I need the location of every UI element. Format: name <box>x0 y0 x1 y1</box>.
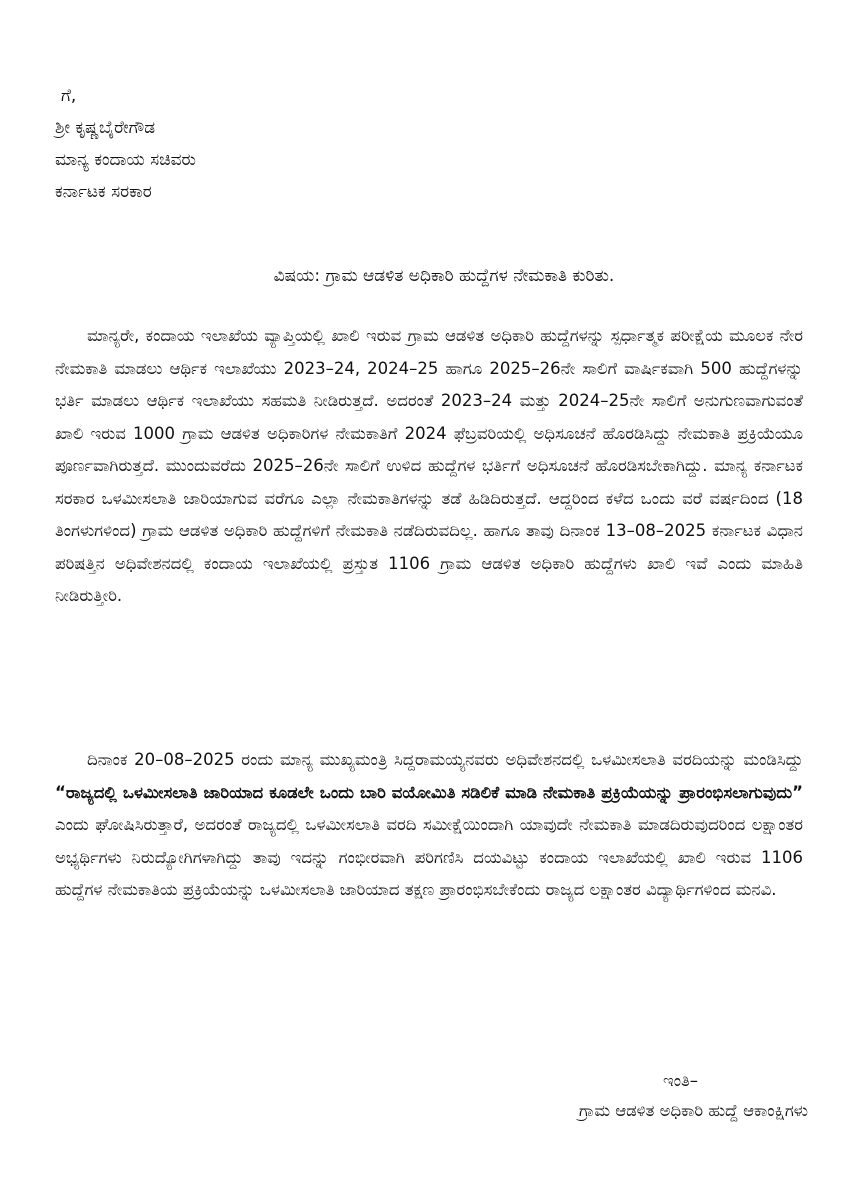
salutation-to: ಗೆ, <box>61 86 77 106</box>
recipient-government: ಕರ್ನಾಟಕ ಸರಕಾರ <box>55 182 152 202</box>
recipient-name: ಶ್ರೀ ಕೃಷ್ಣಬೈರೇಗೌಡ <box>55 118 156 138</box>
closing-iti: ಇಂತಿ– <box>662 1071 698 1090</box>
recipient-designation: ಮಾನ್ಯ ಕಂದಾಯ ಸಚಿವರು <box>55 150 196 170</box>
body-paragraph-1: ಮಾನ್ಯರೇ, ಕಂದಾಯ ಇಲಾಖೆಯ ವ್ಯಾಪ್ತಿಯಲ್ಲಿ ಖಾಲಿ ಇರುವ ಗ್ರಾಮ ಆಡಳಿತ ಅಧಿಕಾರಿ ಹುದ್ದೆಗಳನ್ನು ಸ್ಪರ್ಧಾತ್ಮಕ ಪರೀಕ್ಷೆಯ ಮೂಲಕ ನೇರ ನೇಮಕಾತಿ ಮಾಡಲು ಆರ್ಥಿಕ ಇಲಾಖೆಯು 2023–24, 2024–25 ಹಾಗೂ 2025–26ನೇ ಸಾಲಿಗೆ ವಾರ್ಷಿಕವಾಗಿ 500 ಹುದ್ದೆಗಳನ್ನು ಭರ್ತಿ ಮಾಡಲು ಆರ್ಥಿಕ ಇಲಾಖೆಯು ಸಹಮತಿ ನೀಡಿರುತ್ತದೆ. ಅದರಂತೆ 2023–24 ಮತ್ತು 2024–25ನೇ ಸಾಲಿಗೆ ಅನುಗುಣವಾಗುವಂತೆ ಖಾಲಿ ಇರುವ 1000 ಗ್ರಾಮ ಆಡಳಿತ ಅಧಿಕಾರಿಗಳ ನೇಮಕಾತಿಗೆ 2024 ಫೆಬ್ರವರಿಯಲ್ಲಿ ಅಧಿಸೂಚನೆ ಹೊರಡಿಸಿದ್ದು ನೇಮಕಾತಿ ಪ್ರಕ್ರಿಯೆಯೂ ಪೂರ್ಣವಾಗಿರುತ್ತದೆ. ಮುಂದುವರೆದು 2025–26ನೇ ಸಾಲಿಗೆ ಉಳಿದ ಹುದ್ದೆಗಳ ಭರ್ತಿಗೆ ಅಧಿಸೂಚನೆ ಹೊರಡಿಸಬೇಕಾಗಿದ್ದು. ಮಾನ್ಯ ಕರ್ನಾಟಕ ಸರಕಾರ ಒಳಮೀಸಲಾತಿ ಜಾರಿಯಾಗುವ ವರೆಗೂ ಎಲ್ಲಾ ನೇಮಕಾತಿಗಳನ್ನು ತಡೆ ಹಿಡಿದಿರುತ್ತದೆ. ಆದ್ದರಿಂದ ಕಳೆದ ಒಂದು ವರೆ ವರ್ಷದಿಂದ (18 ತಿಂಗಳುಗಳಿಂದ) ಗ್ರಾಮ ಆಡಳಿತ ಅಧಿಕಾರಿ ಹುದ್ದೆಗಳಿಗೆ ನೇಮಕಾತಿ ನಡೆದಿರುವದಿಲ್ಲ. ಹಾಗೂ ತಾವು ದಿನಾಂಕ 13–08–2025 ಕರ್ನಾಟಕ ವಿಧಾನ ಪರಿಷತ್ತಿನ ಅಧಿವೇಶನದಲ್ಲಿ ಕಂದಾಯ ಇಲಾಖೆಯಲ್ಲಿ ಪ್ರಸ್ತುತ 1106 ಗ್ರಾಮ ಆಡಳಿತ ಅಧಿಕಾರಿ ಹುದ್ದೆಗಳು ಖಾಲಿ ಇವೆ ಎಂದು ಮಾಹಿತಿ ನೀಡಿರುತ್ತೀರಿ. <box>55 326 803 605</box>
recipient-address <box>55 80 196 208</box>
signatory: ಗ್ರಾಮ ಆಡಳಿತ ಅಧಿಕಾರಿ ಹುದ್ದೆ ಆಕಾಂಕ್ಷಿಗಳು <box>578 1101 808 1120</box>
closing-block <box>579 1066 808 1126</box>
body-paragraph-2 <box>55 744 803 907</box>
subject-text: ವಿಷಯ: ಗ್ರಾಮ ಆಡಳಿತ ಅಧಿಕಾರಿ ಹುದ್ದೆಗಳ ನೇಮಕಾತಿ ಕುರಿತು. <box>273 266 615 286</box>
paragraph-2-intro: ದಿನಾಂಕ 20–08–2025 ರಂದು ಮಾನ್ಯ ಮುಖ್ಯಮಂತ್ರಿ ಸಿದ್ದರಾಮಯ್ಯನವರು ಅಧಿವೇಶನದಲ್ಲಿ ಒಳಮೀಸಲಾತಿ ವರದಿಯನ್ನು ಮಂಡಿಸಿದ್ದು <box>87 750 803 769</box>
paragraph-2-request: ಎಂದು ಘೋಷಿಸಿರುತ್ತಾರೆ, ಅದರಂತೆ ರಾಜ್ಯದಲ್ಲಿ ಒಳಮೀಸಲಾತಿ ವರದಿ ಸಮೀಕ್ಷೆಯಿಂದಾಗಿ ಯಾವುದೇ ನೇಮಕಾತಿ ಮಾಡದಿರುವುದರಿಂದ ಲಕ್ಷಾಂತರ ಅಭ್ಯರ್ಥಿಗಳು ನಿರುದ್ಯೋಗಿಗಳಾಗಿದ್ದು ತಾವು ಇದನ್ನು ಗಂಭೀರವಾಗಿ ಪರಿಗಣಿಸಿ ದಯವಿಟ್ಟು ಕಂದಾಯ ಇಲಾಖೆಯಲ್ಲಿ ಖಾಲಿ ಇರುವ 1106 ಹುದ್ದೆಗಳ ನೇಮಕಾತಿಯ ಪ್ರಕ್ರಿಯೆಯನ್ನು ಒಳಮೀಸಲಾತಿ ಜಾರಿಯಾದ ತಕ್ಷಣ ಪ್ರಾರಂಭಿಸಬೇಕೆಂದು ರಾಜ್ಯದ ಲಕ್ಷಾಂತರ ವಿದ್ಯಾರ್ಥಿಗಳಿಂದ ಮನವಿ. <box>55 815 803 899</box>
cm-announcement-quote: “ರಾಜ್ಯದಲ್ಲಿ ಒಳಮೀಸಲಾತಿ ಜಾರಿಯಾದ ಕೂಡಲೇ ಒಂದು ಬಾರಿ ವಯೋಮಿತಿ ಸಡಿಲಿಕೆ ಮಾಡಿ ನೇಮಕಾತಿ ಪ್ರಕ್ರಿಯೆಯನ್ನು ಪ್ರಾರಂಭಿಸಲಾಗುವುದು” <box>55 782 803 802</box>
subject-line <box>0 262 848 290</box>
